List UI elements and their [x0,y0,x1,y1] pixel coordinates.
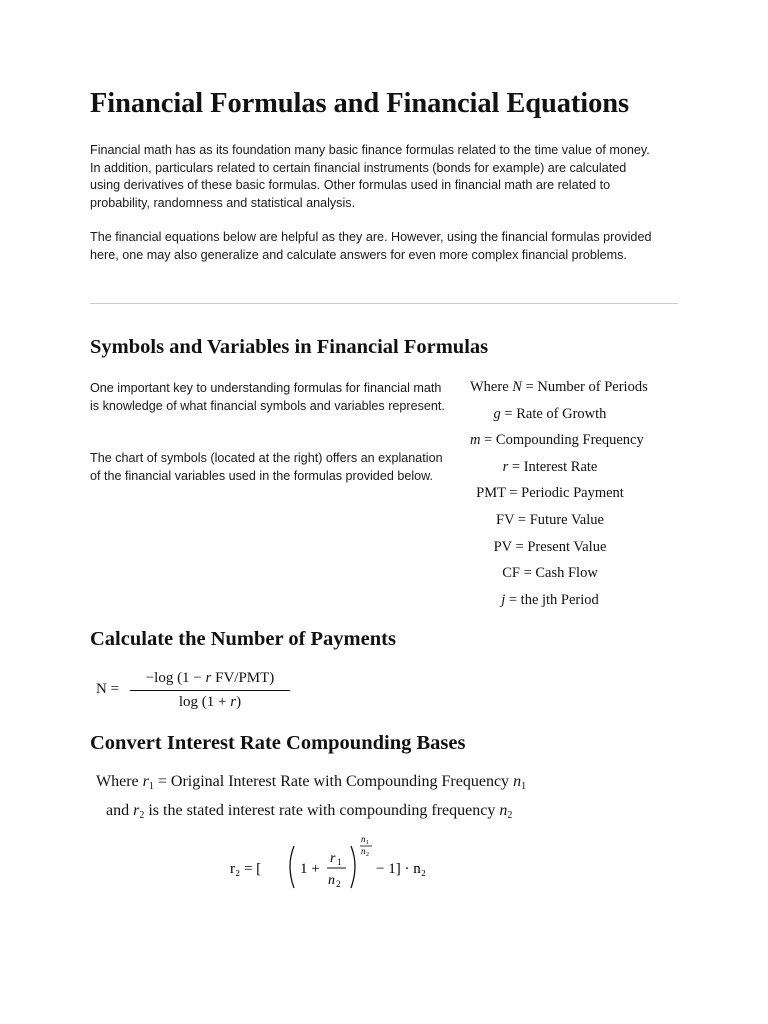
legend-meaning: = Future Value [514,511,604,528]
inner-denominator-sub: 2 [336,879,341,889]
symbols-paragraph-2: The chart of symbols (located at the right) offers an explanation of the financial variables used in the formulas provided below. [90,451,443,483]
legend-symbol: m [470,432,481,449]
symbols-heading: Symbols and Variables in Financial Formulas [90,336,489,358]
convert-definition-line-2: and $r_2$ is the stated interest rate with compounding frequency $n_2$ [106,802,513,821]
legend-row: Where N = Number of Periods [470,379,648,395]
legend-row [470,536,630,563]
r2-lhs: r₂ = [ [230,861,262,877]
legend-row [470,482,630,509]
legend-row [470,403,630,430]
legend-meaning: = Periodic Payment [505,485,624,502]
payments-heading: Calculate the Number of Payments [90,628,396,650]
legend-row [470,456,630,483]
symbols-paragraph-1: One important key to understanding formulas for financial math is knowledge of what financial symbols and variables represent. [90,381,445,413]
legend-meaning: = Rate of Growth [500,405,607,422]
right-paren [351,846,355,888]
formula-denominator: log (1 + r) [178,694,242,710]
legend-symbol: r [502,458,509,475]
convert-heading: Convert Interest Rate Compounding Bases [90,732,466,754]
legend-meaning: = Cash Flow [519,565,598,582]
r2-tail: − 1] · n₂ [376,861,426,877]
inner-numerator: r [330,851,336,866]
section-divider [90,303,678,304]
one-plus: 1 + [300,861,320,877]
exponent-numerator-sub: 1 [366,840,369,846]
legend-meaning: = Present Value [511,538,607,555]
exponent-denominator: n [361,846,366,856]
exponent-numerator: n [361,834,366,844]
inner-denominator: n [328,873,335,888]
rate-conversion-formula [230,832,490,902]
exponent-denominator-sub: 2 [366,852,369,858]
fraction-bar [130,690,290,691]
legend-symbol: j [501,591,506,608]
legend-symbol: g [493,405,501,422]
legend-row [470,562,630,589]
intro-paragraph-2: The financial equations below are helpful as they are. However, using the financial formulas provided here, one may also generalize and calculate answers for even more complex financial problems. [90,230,652,262]
page-title: Financial Formulas and Financial Equations [90,88,629,119]
legend-meaning: = Compounding Frequency [480,432,644,449]
symbol-legend [470,376,648,615]
legend-symbol: PMT [476,485,506,502]
legend-meaning: = Number of Periods [521,379,648,395]
left-paren [290,846,294,888]
legend-row [470,429,644,456]
formula-numerator: −log (1 − r FV/PMT) [145,670,275,686]
formula-fraction [130,668,290,713]
legend-meaning: = Interest Rate [508,458,598,475]
legend-row [470,589,630,616]
convert-definition-line-1: Where $r_1$ = Original Interest Rate with Compounding Frequency $n_1$ [96,773,527,792]
legend-symbol: N [512,379,522,395]
legend-symbol: FV [496,511,515,528]
legend-symbol: CF [502,565,520,582]
legend-meaning: = the jth Period [505,591,599,608]
formula-lhs: N = [96,681,120,697]
intro-paragraph-1: Financial math has as its foundation many basic finance formulas related to the time value of money. In addition, particulars related to certain financial instruments (bonds for example) are calculated using derivatives of these basic formulas. Other formulas used in financial math are related to probability, randomness and statistical analysis. [90,143,650,210]
inner-numerator-sub: 1 [337,857,342,867]
legend-row [470,509,630,536]
legend-symbol: PV [493,538,512,555]
